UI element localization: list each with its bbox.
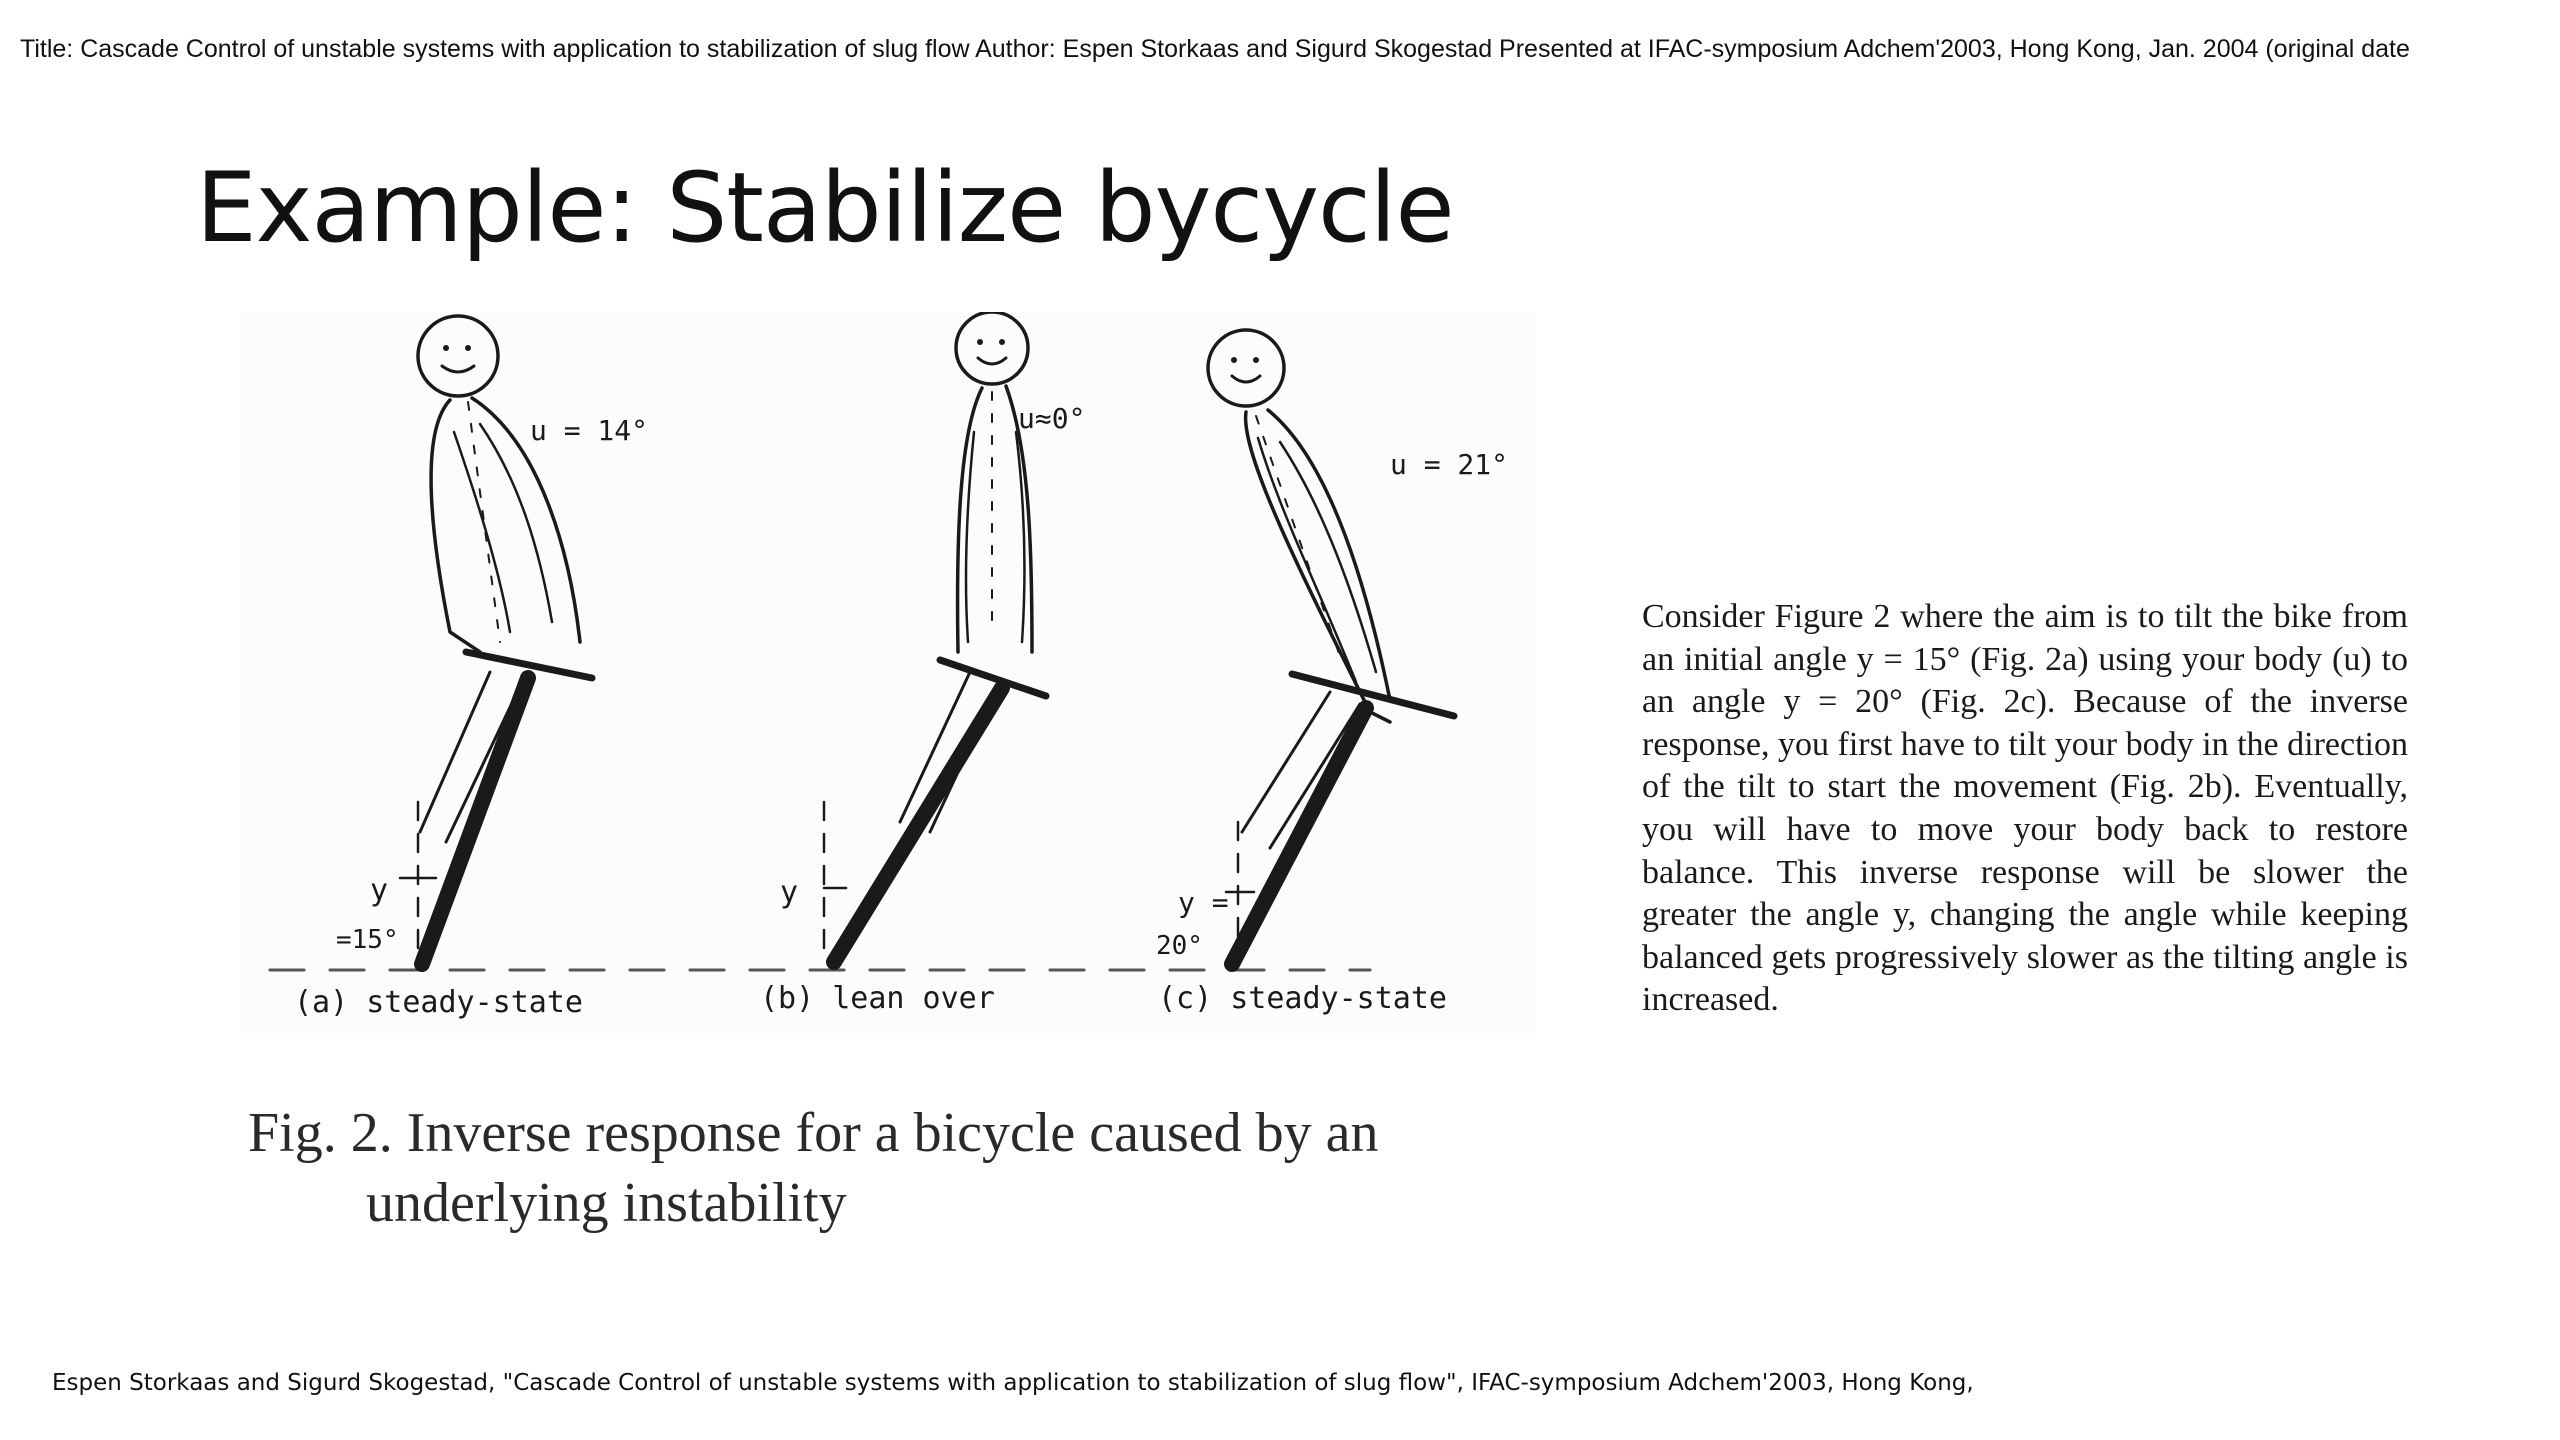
panel-a-angle-value: =15° [336,925,399,955]
panel-b-caption: (b) lean over [760,981,995,1016]
panel-a-angle-label: y [370,873,389,908]
panel-c-sketch [1208,330,1454,964]
panel-a-caption: (a) steady-state [294,985,583,1020]
citation-footer: Espen Storkaas and Sigurd Skogestad, "Cascade Control of unstable systems with application to stabilization of slug flow", IFAC-symposium Adchem'2003, Hong Kong, [52,1370,1974,1396]
figure-caption [248,1098,1548,1238]
panel-c-angle-label: y = [1178,886,1229,919]
panel-b-angle-label: y [780,875,799,910]
panel-c-angle-value: 20° [1156,931,1203,961]
bicycle-sketch [240,312,1536,1038]
figure-caption-line-2: underlying instability [366,1172,847,1234]
slide-title: Example: Stabilize bycycle [196,152,1454,264]
panel-a-body-label: u = 14° [530,414,649,447]
figure-caption-line-1: Fig. 2. Inverse response for a bicycle caused by an [248,1102,1379,1164]
panel-b-body-label: u≈0° [1018,402,1086,435]
panel-b-sketch [824,312,1046,962]
panel-c-caption: (c) steady-state [1158,981,1447,1016]
panel-c-body-label: u = 21° [1390,448,1509,481]
slide-metadata-header: Title: Cascade Control of unstable systems with application to stabilization of slug flow Author: Espen Storkaas and Sigurd Skogestad Presented at IFAC-symposium Adchem'2003, Hong Kong, Jan. 2004 (original date [20,35,2410,63]
bicycle-figure [240,312,1536,1038]
explanation-paragraph: Consider Figure 2 where the aim is to tilt the bike from an initial angle y = 15° (Fig. 2a) using your body (u) to an angle y = 20° (Fig. 2c). Because of the inverse response, you first have to tilt your body in the direction of the tilt to start the movement (Fig. 2b). Eventually, you will have to move your body back to restore balance. This inverse response will be slower the greater the angle y, changing the angle while keeping balanced gets progressively slower as the tilting angle is increased. [1642,598,2408,1019]
